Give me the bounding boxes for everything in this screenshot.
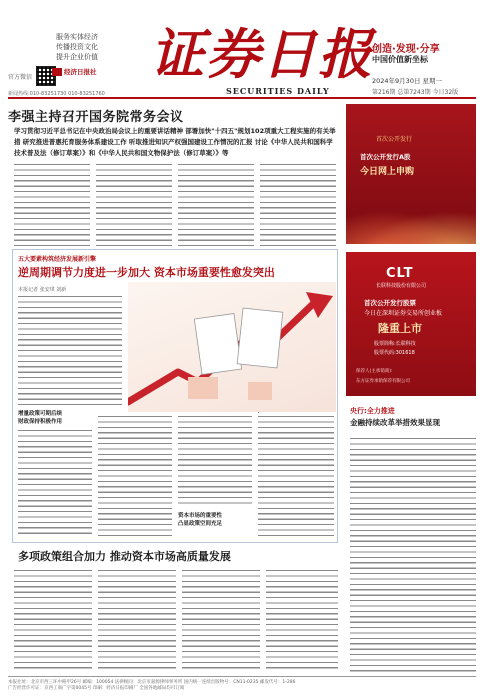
news-hotline: 新闻热线:010-83251730 010-83251760 bbox=[8, 91, 105, 97]
feature-subhead-2 bbox=[178, 512, 222, 528]
ad2-line-5: 股票代码:301618 bbox=[374, 350, 415, 356]
rising-arrow-graphic bbox=[128, 282, 336, 412]
lead-body-col-3 bbox=[178, 164, 254, 246]
feature-right-upper-col bbox=[258, 412, 259, 413]
masthead bbox=[0, 0, 484, 98]
publisher bbox=[52, 67, 97, 76]
footer-line-2: 广告经营许可证：京西工商广字第0045号 印刷：经济日报印刷厂 全国各地邮局均可订阅 bbox=[8, 686, 185, 691]
ad2-line-3: 隆重上市 bbox=[378, 322, 422, 335]
masthead-rule bbox=[8, 97, 476, 99]
footer bbox=[8, 676, 476, 692]
ad1-wave-graphic bbox=[346, 204, 476, 244]
motto: 创造·发现·分享 bbox=[372, 44, 440, 55]
feature-subhead-2-line-1: 资本市场的重要性 bbox=[178, 513, 223, 519]
slogan-2: 传播投资文化 bbox=[56, 43, 98, 51]
ad2-brand-logo: CLT bbox=[386, 266, 414, 281]
bottom-body-col-4 bbox=[266, 570, 338, 672]
feature-byline: 本报记者 张安琪 刘新 bbox=[18, 287, 67, 293]
ipo-ad-1[interactable] bbox=[346, 104, 476, 244]
commentary-tag: 央行:全力推进 bbox=[350, 407, 395, 415]
issue-number: 第216期 总第7243期 今日32版 bbox=[372, 89, 459, 96]
ad2-brand-sub: 长联科技股份有限公司 bbox=[376, 283, 427, 289]
lead-summary: 学习贯彻习近平总书记在中央政治局会议上的重要讲话精神 部署加快"十四五"规划102项重大工程实施的有关举措 研究推进普惠托育服务体系建设工作 听取推进知识产权强国建设工作情况的汇报 讨论《中华人民共和国科学技术普及法（修订草案）》和《中华人民共和国文物保护法（修订草案）》等 bbox=[14, 127, 336, 157]
feature-headline[interactable]: 逆周期调节力度进一步加大 资本市场重要性愈发突出 bbox=[18, 266, 275, 279]
wechat-label: 官方微信 bbox=[8, 73, 33, 81]
slogan-1: 服务实体经济 bbox=[56, 33, 98, 41]
slogans bbox=[56, 32, 98, 62]
lead-body-col-4 bbox=[260, 164, 336, 246]
wechat-row bbox=[8, 66, 56, 86]
lead-headline[interactable]: 李强主持召开国务院常务会议 bbox=[8, 110, 184, 125]
bottom-headline[interactable]: 多项政策组合加力 推动资本市场高质量发展 bbox=[18, 550, 231, 563]
ad2-line-1: 首次公开发行股票 bbox=[364, 299, 416, 307]
ad1-line-2: 今日网上申购 bbox=[360, 167, 415, 177]
feature-subhead-2-line-2: 凸显政策空间充足 bbox=[178, 521, 223, 527]
lead-body-col-2 bbox=[96, 164, 172, 246]
feature-subhead-1-line-1: 增量政策可期后续 bbox=[18, 411, 63, 417]
ad2-line-7: 东方证券承销保荐有限公司 bbox=[356, 379, 410, 384]
slogan-3: 提升企业价值 bbox=[56, 53, 98, 61]
ipo-ad-2[interactable] bbox=[346, 252, 476, 396]
ad2-line-2: 今日在深圳证券交易所创业板 bbox=[364, 310, 443, 317]
feature-body-col-4 bbox=[258, 416, 334, 538]
ad2-line-6: 保荐人(主承销商): bbox=[356, 369, 393, 374]
bottom-body-col-2 bbox=[98, 570, 176, 672]
motto-sub: 中国价值新坐标 bbox=[372, 55, 428, 64]
bottom-body-col-1 bbox=[14, 570, 92, 672]
newspaper-logo-en: SECURITIES DAILY bbox=[226, 86, 330, 96]
feature-tag: 五大要素构筑经济发展新引擎 bbox=[18, 256, 97, 263]
publisher-name: 经济日报社 bbox=[64, 68, 97, 76]
newspaper-logo: 证券日报 bbox=[150, 22, 374, 86]
feature-subhead-1-line-2: 财政保持积极作用 bbox=[18, 419, 63, 425]
bottom-body-col-3 bbox=[182, 570, 260, 672]
lead-body-col-1 bbox=[14, 164, 90, 246]
feature-intro-col bbox=[18, 296, 122, 406]
feature-body-col-1 bbox=[18, 430, 92, 538]
feature-subhead-1 bbox=[18, 410, 62, 426]
feature-body-col-3 bbox=[178, 416, 252, 508]
ad2-line-4: 股票简称:长联科技 bbox=[374, 341, 416, 347]
issue-date: 2024年9月30日 星期一 bbox=[372, 77, 443, 85]
ad1-logo: 首次公开发行 bbox=[376, 136, 413, 143]
commentary-body bbox=[350, 438, 476, 672]
commentary-headline[interactable]: 金融持续改革举措效果显现 bbox=[350, 418, 440, 427]
ad1-line-1: 首次公开发行A股 bbox=[360, 153, 411, 161]
footer-line-1: 本报社址：北京市西三环中路甲26号 邮编：100054 法律顾问：北京市嘉源律师事务所 国内统一连续出版物号：CN11-0235 邮发代号：1-286 bbox=[8, 680, 296, 685]
publisher-logo-icon bbox=[52, 68, 62, 76]
feature-illustration bbox=[128, 282, 336, 412]
feature-body-col-2 bbox=[98, 416, 172, 538]
